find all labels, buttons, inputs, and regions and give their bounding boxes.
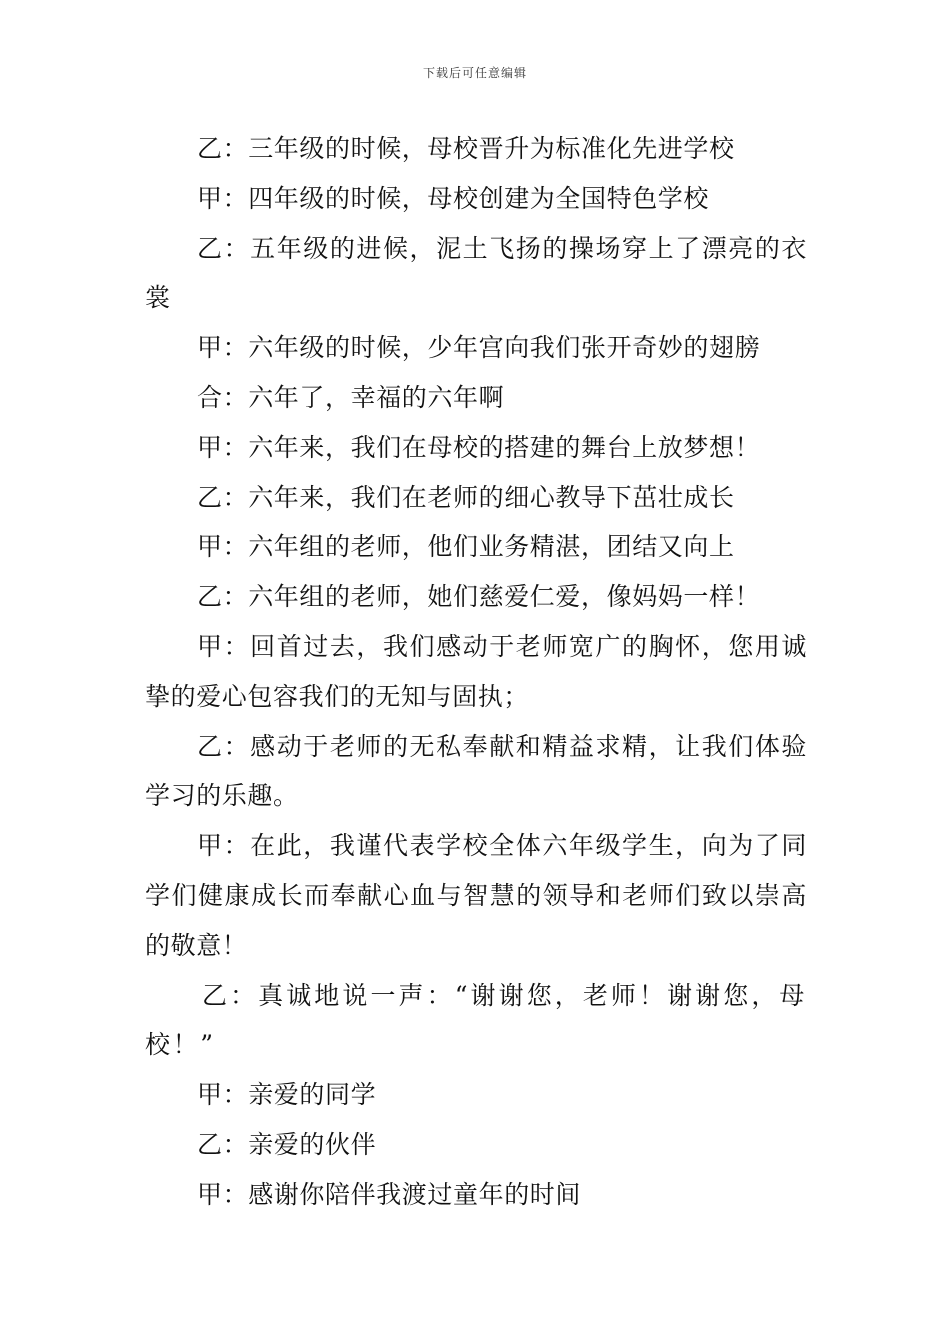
dialogue-line: 甲：感谢你陪伴我渡过童年的时间 — [197, 1179, 582, 1209]
dialogue-line: 乙：六年组的老师，她们慈爱仁爱，像妈妈一样！ — [197, 582, 761, 612]
dialogue-line: 甲：六年组的老师，他们业务精湛，团结又向上 — [197, 532, 735, 562]
dialogue-line: 甲：在此，我谨代表学校全体六年级学生，向为了同学们健康成长而奉献心血与智慧的领导和老师们致以崇高的敬意！ — [145, 831, 807, 960]
dialogue-line: 乙：亲爱的伙伴 — [197, 1129, 377, 1159]
dialogue-line: 合：六年了，幸福的六年啊 — [197, 382, 505, 412]
dialogue-line: 甲：六年来，我们在母校的搭建的舞台上放梦想！ — [197, 432, 761, 462]
dialogue-line: 甲：回首过去，我们感动于老师宽广的胸怀，您用诚挚的爱心包容我们的无知与固执； — [145, 631, 807, 711]
dialogue-line: 乙：六年来，我们在老师的细心教导下茁壮成长 — [197, 482, 735, 512]
dialogue-line: 甲：四年级的时候，母校创建为全国特色学校 — [197, 183, 710, 213]
dialogue-line: 甲：六年级的时候，少年宫向我们张开奇妙的翅膀 — [197, 333, 761, 363]
dialogue-line: 乙：真诚地说一声：“谢谢您，老师！谢谢您，母校！” — [145, 980, 807, 1060]
dialogue-line: 乙：五年级的进候，泥土飞扬的操场穿上了漂亮的衣裳 — [145, 233, 807, 313]
dialogue-line: 乙：感动于老师的无私奉献和精益求精，让我们体验学习的乐趣。 — [145, 731, 807, 811]
dialogue-line: 甲：亲爱的同学 — [197, 1080, 377, 1110]
page-header: 下载后可任意编辑 — [422, 66, 527, 80]
document-body — [145, 124, 807, 1220]
dialogue-line: 乙：三年级的时候，母校晋升为标准化先进学校 — [197, 134, 735, 163]
